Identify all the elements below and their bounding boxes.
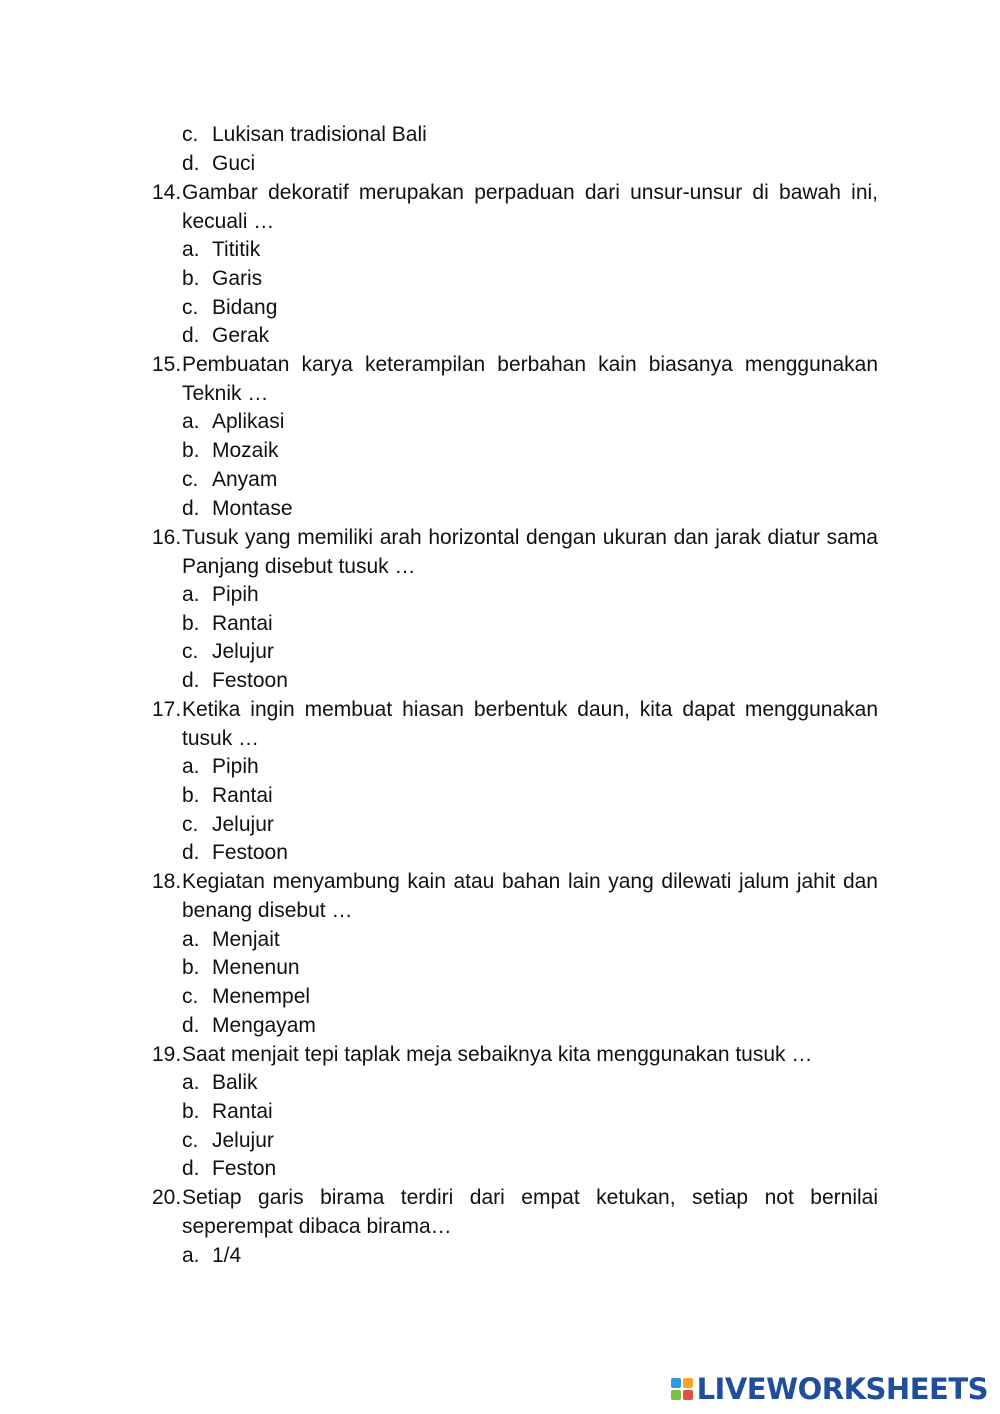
option-item[interactable] [182,121,427,149]
option-letter: c. [182,1129,199,1152]
option-text: Festoon [212,841,288,864]
question-number: 17. [152,698,182,721]
option-item[interactable] [182,926,280,954]
option-text: Menempel [212,985,311,1008]
option-letter: b. [182,439,200,462]
option-item[interactable] [182,782,273,810]
option-letter: a. [182,410,200,433]
option-text: Rantai [212,784,273,807]
question-number: 18. [152,870,182,893]
option-item[interactable] [182,839,288,867]
option-item[interactable] [182,581,259,609]
option-item[interactable] [182,466,277,494]
option-item[interactable] [182,954,300,982]
option-text: Tititik [212,238,261,261]
option-letter: b. [182,267,200,290]
option-text: Lukisan tradisional Bali [212,123,427,146]
option-letter: b. [182,612,200,635]
option-item[interactable] [182,1155,276,1183]
liveworksheets-brand[interactable] [671,1372,988,1406]
option-item[interactable] [182,150,255,178]
option-letter: c. [182,468,199,491]
option-text: Rantai [212,1100,273,1123]
option-item[interactable] [182,610,273,638]
option-letter: a. [182,755,200,778]
option-item[interactable] [182,322,269,350]
option-text: Menenun [212,956,300,979]
option-letter: b. [182,784,200,807]
option-text: Festoon [212,669,288,692]
option-text: Guci [212,152,256,175]
option-letter: d. [182,152,200,175]
option-letter: d. [182,1157,200,1180]
option-text: Jelujur [212,1129,274,1152]
question-number: 20. [152,1186,182,1209]
option-item[interactable] [182,1098,273,1126]
option-item[interactable] [182,495,293,523]
option-text: Jelujur [212,640,274,663]
brand-name: LIVEWORKSHEETS [696,1372,988,1406]
question-text: Pembuatan karya keterampilan berbahan kain biasanya menggunakan Teknik … [182,353,878,405]
option-letter: c. [182,985,199,1008]
option-item[interactable] [182,408,284,436]
question-text: Saat menjait tepi taplak meja sebaiknya kita menggunakan tusuk … [182,1043,813,1066]
option-letter: d. [182,1014,200,1037]
option-letter: c. [182,296,199,319]
option-text: Balik [212,1071,258,1094]
option-item[interactable] [182,437,279,465]
option-text: Pipih [212,755,259,778]
option-letter: d. [182,497,200,520]
option-item[interactable] [182,667,288,695]
option-item[interactable] [182,753,259,781]
question-text: Ketika ingin membuat hiasan berbentuk daun, kita dapat menggunakan tusuk … [182,698,878,750]
option-letter: c. [182,813,199,836]
question-text: Tusuk yang memiliki arah horizontal dengan ukuran dan jarak diatur sama Panjang disebut tusuk … [182,526,878,578]
option-item[interactable] [182,236,260,264]
option-text: Gerak [212,324,270,347]
option-letter: a. [182,1071,200,1094]
option-text: Feston [212,1157,277,1180]
question-number: 14. [152,181,182,204]
option-letter: c. [182,123,199,146]
option-item[interactable] [182,1069,258,1097]
option-text: Menjait [212,928,280,951]
option-item[interactable] [182,983,310,1011]
option-item[interactable] [182,811,274,839]
option-text: Pipih [212,583,259,606]
option-letter: a. [182,928,200,951]
option-text: Rantai [212,612,273,635]
option-text: Jelujur [212,813,274,836]
question-text: Setiap garis birama terdiri dari empat ketukan, setiap not bernilai seperempat dibaca birama… [182,1186,878,1238]
option-text: 1/4 [212,1244,242,1267]
option-text: Garis [212,267,263,290]
question-text: Gambar dekoratif merupakan perpaduan dari unsur-unsur di bawah ini, kecuali … [182,181,878,233]
option-item[interactable] [182,1127,274,1155]
option-letter: d. [182,669,200,692]
option-item[interactable] [182,1242,241,1270]
option-letter: a. [182,583,200,606]
question-number: 19. [152,1043,182,1066]
option-text: Bidang [212,296,278,319]
question-number: 15. [152,353,182,376]
option-letter: b. [182,1100,200,1123]
question-text: Kegiatan menyambung kain atau bahan lain yang dilewati jalum jahit dan benang disebut … [182,870,878,922]
option-item[interactable] [182,294,277,322]
question-number: 16. [152,526,182,549]
option-letter: a. [182,1244,200,1267]
option-item[interactable] [182,265,262,293]
option-item[interactable] [182,1012,316,1040]
option-item[interactable] [182,638,274,666]
option-text: Montase [212,497,293,520]
option-letter: d. [182,324,200,347]
option-letter: a. [182,238,200,261]
option-text: Aplikasi [212,410,285,433]
option-letter: d. [182,841,200,864]
option-text: Mengayam [212,1014,316,1037]
liveworksheets-logo-icon [671,1378,693,1400]
option-letter: c. [182,640,199,663]
option-text: Mozaik [212,439,279,462]
option-text: Anyam [212,468,278,491]
option-letter: b. [182,956,200,979]
